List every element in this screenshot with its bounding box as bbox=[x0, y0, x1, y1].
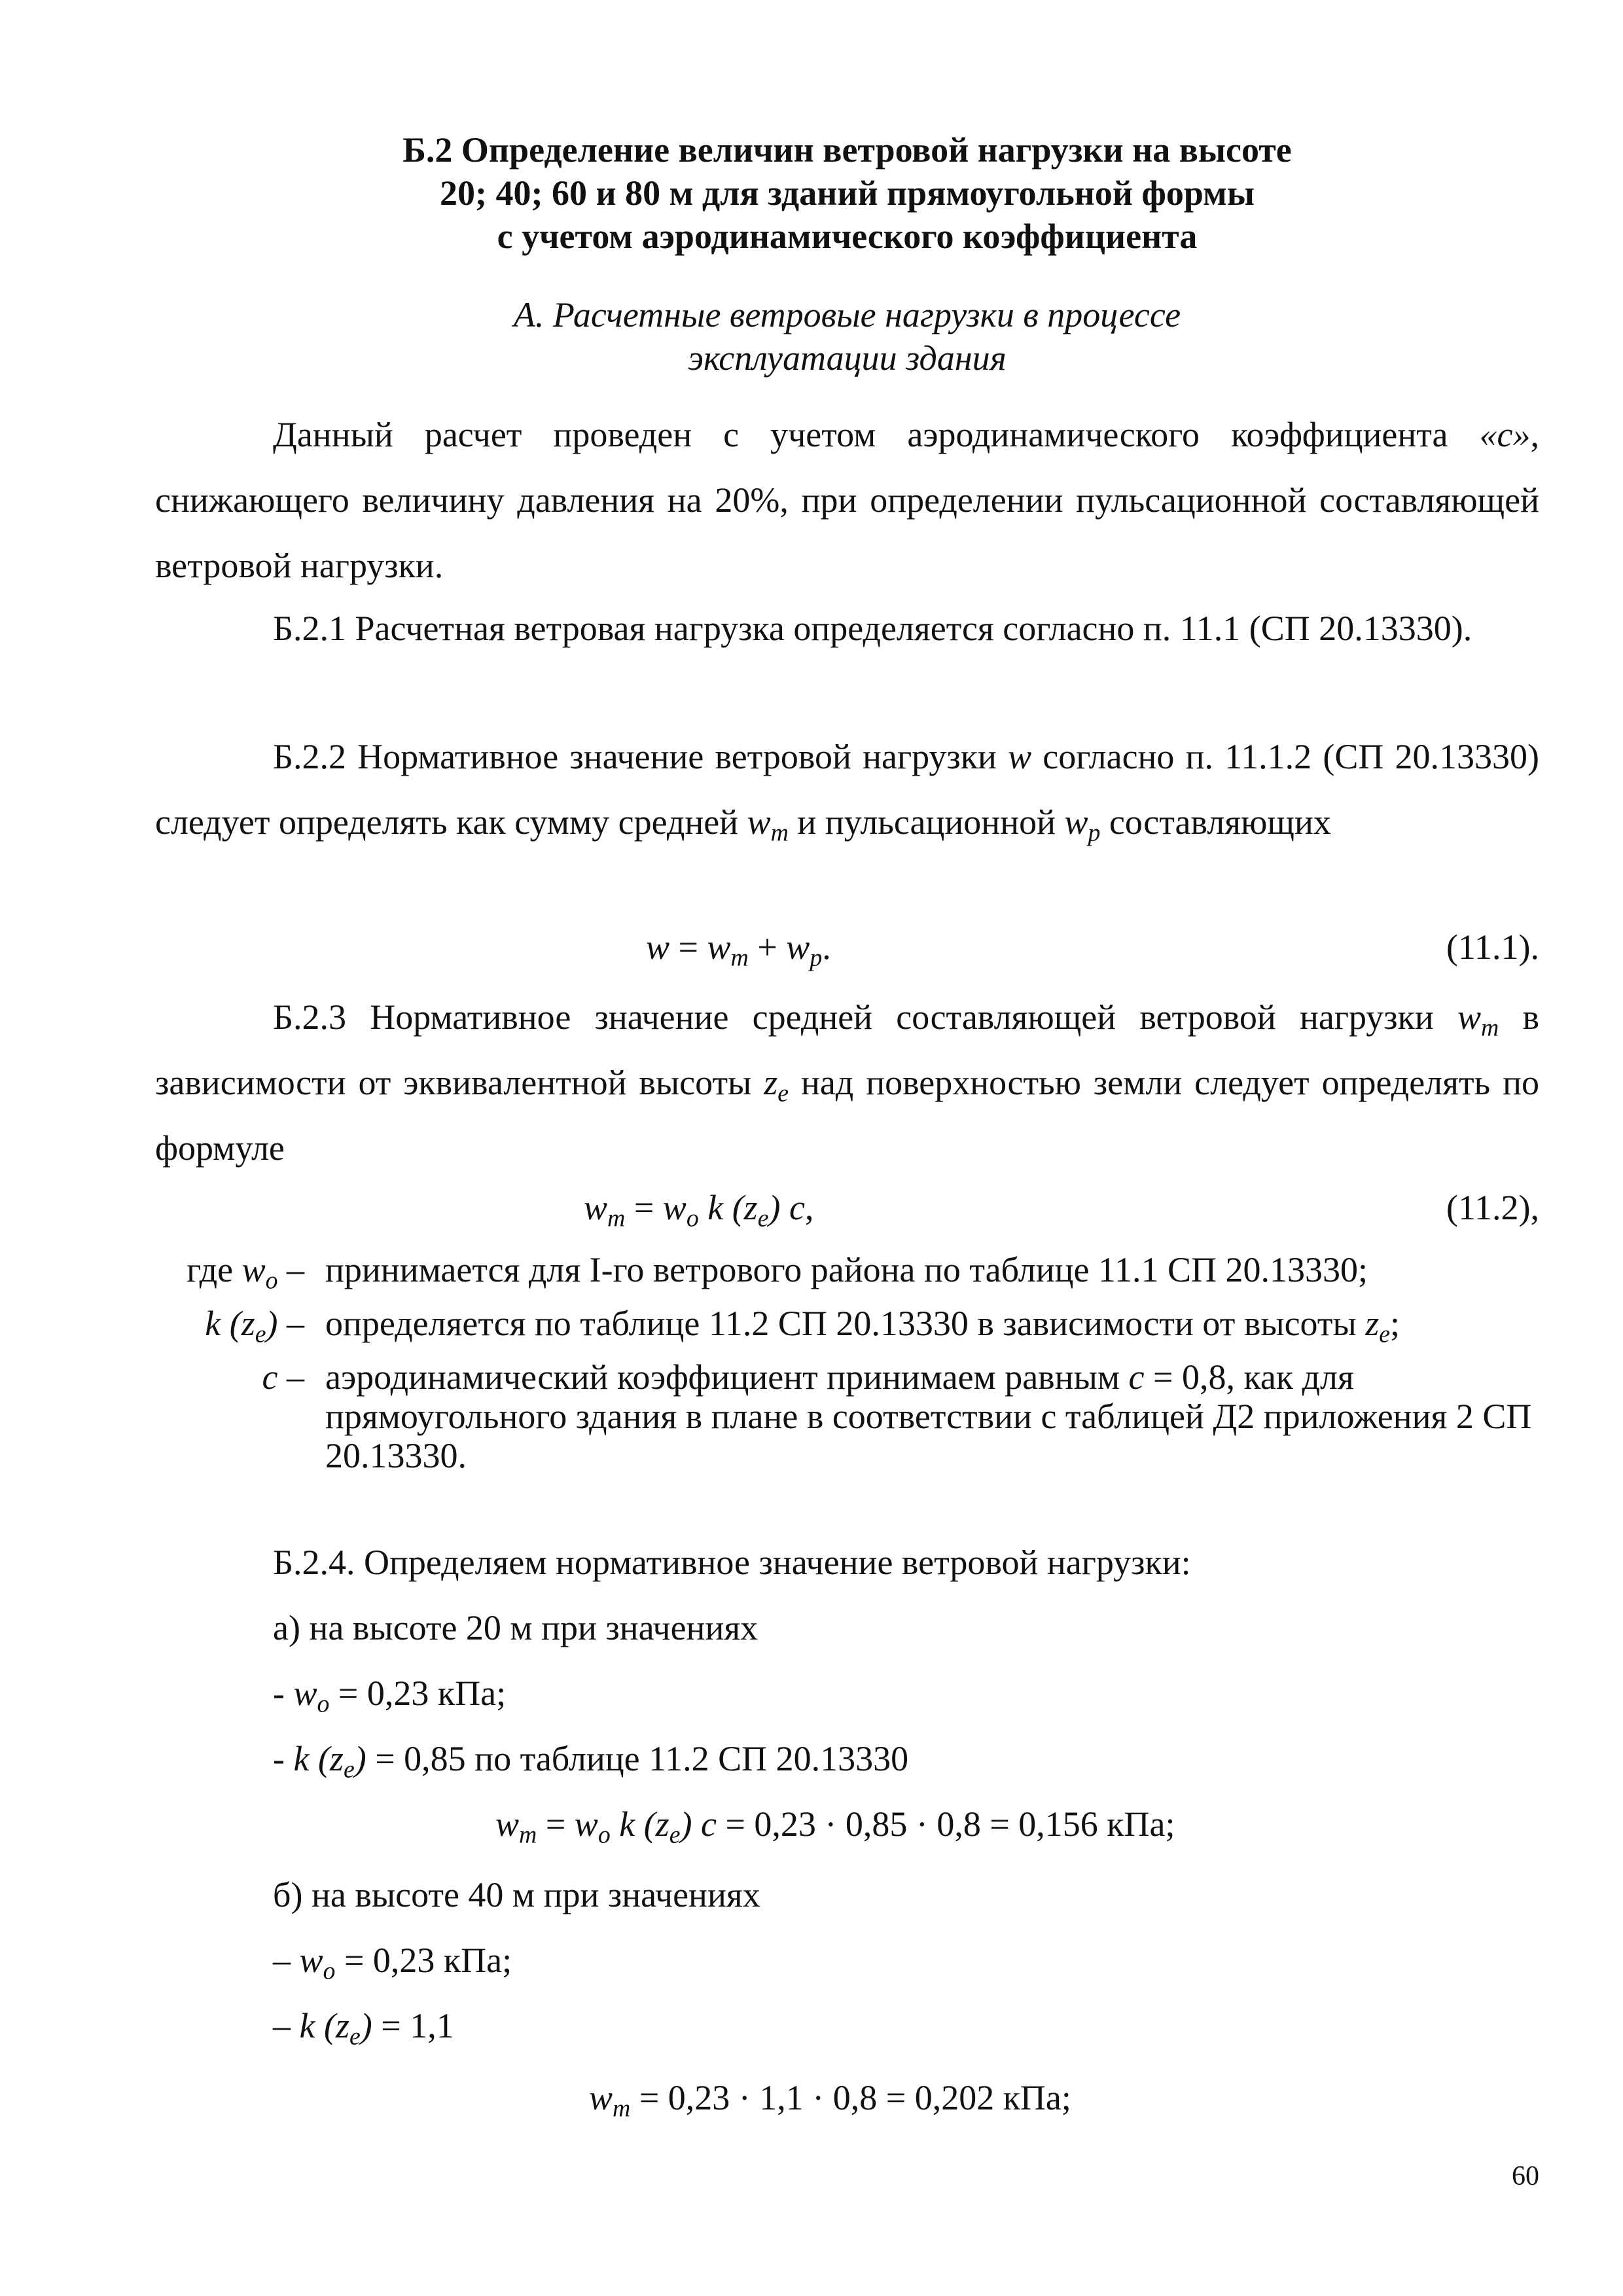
formula-11-2 bbox=[155, 1186, 1539, 1232]
clause-b21: Б.2.1 Расчетная ветровая нагрузка определяется согласно п. 11.1 (СП 20.13330). bbox=[273, 609, 1472, 648]
clause-b24-title: Б.2.4. Определяем нормативное значение ветровой нагрузки: bbox=[273, 1543, 1191, 1582]
definition-text: аэродинамический коэффициент принимаем равным c = 0,8, как для прямоугольного здания в плане в соответствии с таблицей Д2 приложения 2 СП 20.13330. bbox=[325, 1357, 1532, 1475]
definitions-list bbox=[155, 1250, 1539, 1482]
section-heading bbox=[155, 128, 1539, 258]
formula-11-2-expression: $w_m = w_o$ k $(z_e)$ c, bbox=[584, 1188, 814, 1232]
page-number: 60 bbox=[1512, 2161, 1539, 2191]
heading-line-3: с учетом аэродинамического коэффициента bbox=[497, 217, 1198, 256]
formula-11-2-number: (11.2), bbox=[1446, 1188, 1539, 1227]
heading-line-1: Б.2 Определение величин ветровой нагрузки на высоте bbox=[402, 130, 1292, 170]
clause-b22: Б.2.2 Нормативное значение ветровой нагрузки w согласно п. 11.1.2 (СП 20.13330) следует определять как сумму средней $w_m$ и пульсационной $w_p$ составляющих bbox=[155, 737, 1539, 847]
intro-paragraph: Данный расчет проведен с учетом аэродинамического коэффициента «с», снижающего величину давления на 20%, при определении пульсационной составляющей ветровой нагрузки. bbox=[155, 415, 1539, 585]
formula-11-1-number: (11.1). bbox=[1446, 927, 1539, 967]
heading-line-2: 20; 40; 60 и 80 м для зданий прямоугольной формы bbox=[439, 173, 1255, 213]
definition-text: принимается для I-го ветрового района по таблице 11.1 СП 20.13330; bbox=[325, 1250, 1368, 1289]
subsection-heading bbox=[155, 293, 1539, 380]
case-b-heading: б) на высоте 40 м при значениях bbox=[273, 1875, 760, 1914]
case-a-wo: - $w_o = 0,23$ кПа; bbox=[273, 1674, 507, 1718]
formula-11-1-expression: $w = w_m + w_p$. bbox=[646, 927, 831, 972]
definition-k bbox=[155, 1304, 1539, 1348]
case-a-k: - k $(z_e) = 0,85$ по таблице 11.2 СП 20.13330 bbox=[273, 1739, 909, 1784]
definition-wo bbox=[155, 1250, 1539, 1295]
definition-text: определяется по таблице 11.2 СП 20.13330 в зависимости от высоты $z_e$; bbox=[325, 1304, 1400, 1348]
definition-term: c – bbox=[262, 1357, 304, 1397]
subheading-line-2: эксплуатации здания bbox=[688, 338, 1007, 378]
definition-term: где $w_o$ – bbox=[187, 1250, 304, 1295]
clause-b23: Б.2.3 Нормативное значение средней составляющей ветровой нагрузки $w_m$ в зависимости от эквивалентной высоты $z_e$ над поверхностью земли следует определять по формуле bbox=[155, 997, 1539, 1168]
case-a-result: $w_m = w_o$ k $(z_e) c = 0,23 \cdot 0,85 \cdot 0,8 = 0,156$ кПа; bbox=[495, 1804, 1175, 1849]
formula-11-1 bbox=[155, 925, 1539, 972]
definition-term: k $(z_e)$ – bbox=[205, 1304, 304, 1348]
definition-c bbox=[155, 1357, 1539, 1475]
subheading-line-1: А. Расчетные ветровые нагрузки в процессе bbox=[513, 295, 1181, 334]
case-b-result: $w_m = 0,23 \cdot 1,1 \cdot 0,8 = 0,202$ кПа; bbox=[589, 2078, 1071, 2123]
case-b-k: – k $(z_e) = 1,1$ bbox=[273, 2006, 454, 2051]
case-b-wo: – $w_o = 0,23$ кПа; bbox=[273, 1941, 512, 1985]
case-a-heading: а) на высоте 20 м при значениях bbox=[273, 1608, 758, 1647]
